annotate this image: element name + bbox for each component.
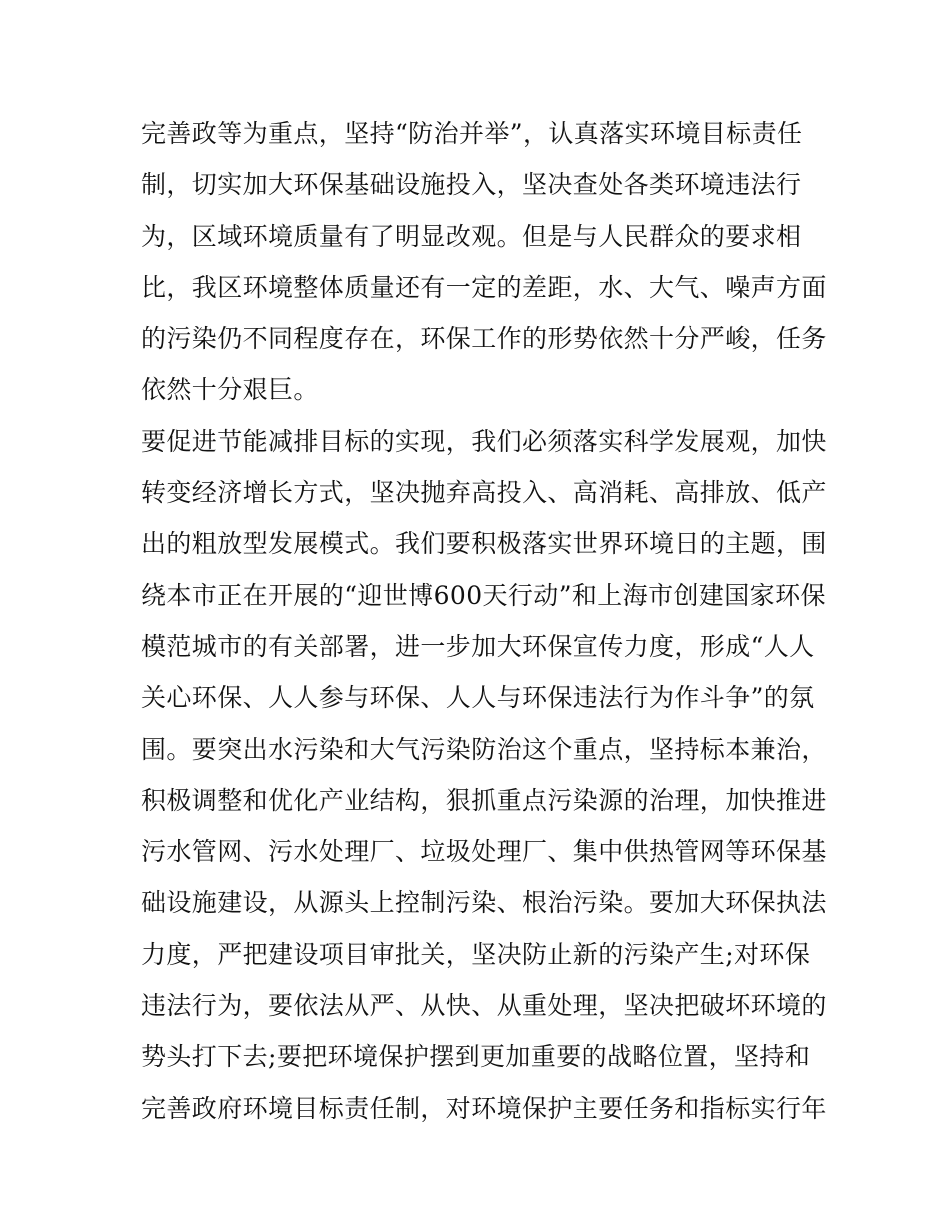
text-line-15: 污水管网、污水处理厂、垃圾处理厂、集中供热管网等环保基 xyxy=(141,837,827,867)
text-line-9: 出的粗放型发展模式。我们要积极落实世界环境日的主题，围 xyxy=(141,529,827,559)
text-line-13: 围。要突出水污染和大气污染防治这个重点，坚持标本兼治， xyxy=(141,734,827,764)
text-line-8: 转变经济增长方式，坚决抛弃高投入、高消耗、高排放、低产 xyxy=(141,478,827,508)
text-line-18: 违法行为，要依法从严、从快、从重处理，坚决把破坏环境的 xyxy=(141,991,827,1021)
body-text xyxy=(141,108,827,1134)
text-line-6: 依然十分艰巨。 xyxy=(141,375,319,405)
text-line-14: 积极调整和优化产业结构，狠抓重点污染源的治理，加快推进 xyxy=(141,785,827,815)
text-line-10: 绕本市正在开展的“迎世博600天行动”和上海市创建国家环保 xyxy=(141,580,826,610)
text-line-11: 模范城市的有关部署，进一步加大环保宣传力度，形成“人人 xyxy=(141,631,815,661)
text-line-4: 比，我区环境整体质量还有一定的差距，水、大气、噪声方面 xyxy=(141,272,827,302)
text-line-5: 的污染仍不同程度存在，环保工作的形势依然十分严峻，任务 xyxy=(141,324,827,354)
text-line-20: 完善政府环境目标责任制，对环境保护主要任务和指标实行年 xyxy=(141,1093,827,1123)
text-line-12: 关心环保、人人参与环保、人人与环保违法行为作斗争”的氛 xyxy=(141,683,815,713)
text-line-7: 要促进节能减排目标的实现，我们必须落实科学发展观，加快 xyxy=(141,426,827,456)
text-line-17: 力度，严把建设项目审批关，坚决防止新的污染产生;对环保 xyxy=(141,939,811,969)
text-line-19: 势头打下去;要把环境保护摆到更加重要的战略位置，坚持和 xyxy=(141,1042,811,1072)
text-line-2: 制，切实加大环保基础设施投入，坚决查处各类环境违法行 xyxy=(141,170,802,200)
text-line-1: 完善政等为重点，坚持“防治并举”，认真落实环境目标责任 xyxy=(141,119,803,148)
text-line-3: 为，区域环境质量有了明显改观。但是与人民群众的要求相 xyxy=(141,221,802,251)
text-line-16: 础设施建设，从源头上控制污染、根治污染。要加大环保执法 xyxy=(141,888,827,918)
